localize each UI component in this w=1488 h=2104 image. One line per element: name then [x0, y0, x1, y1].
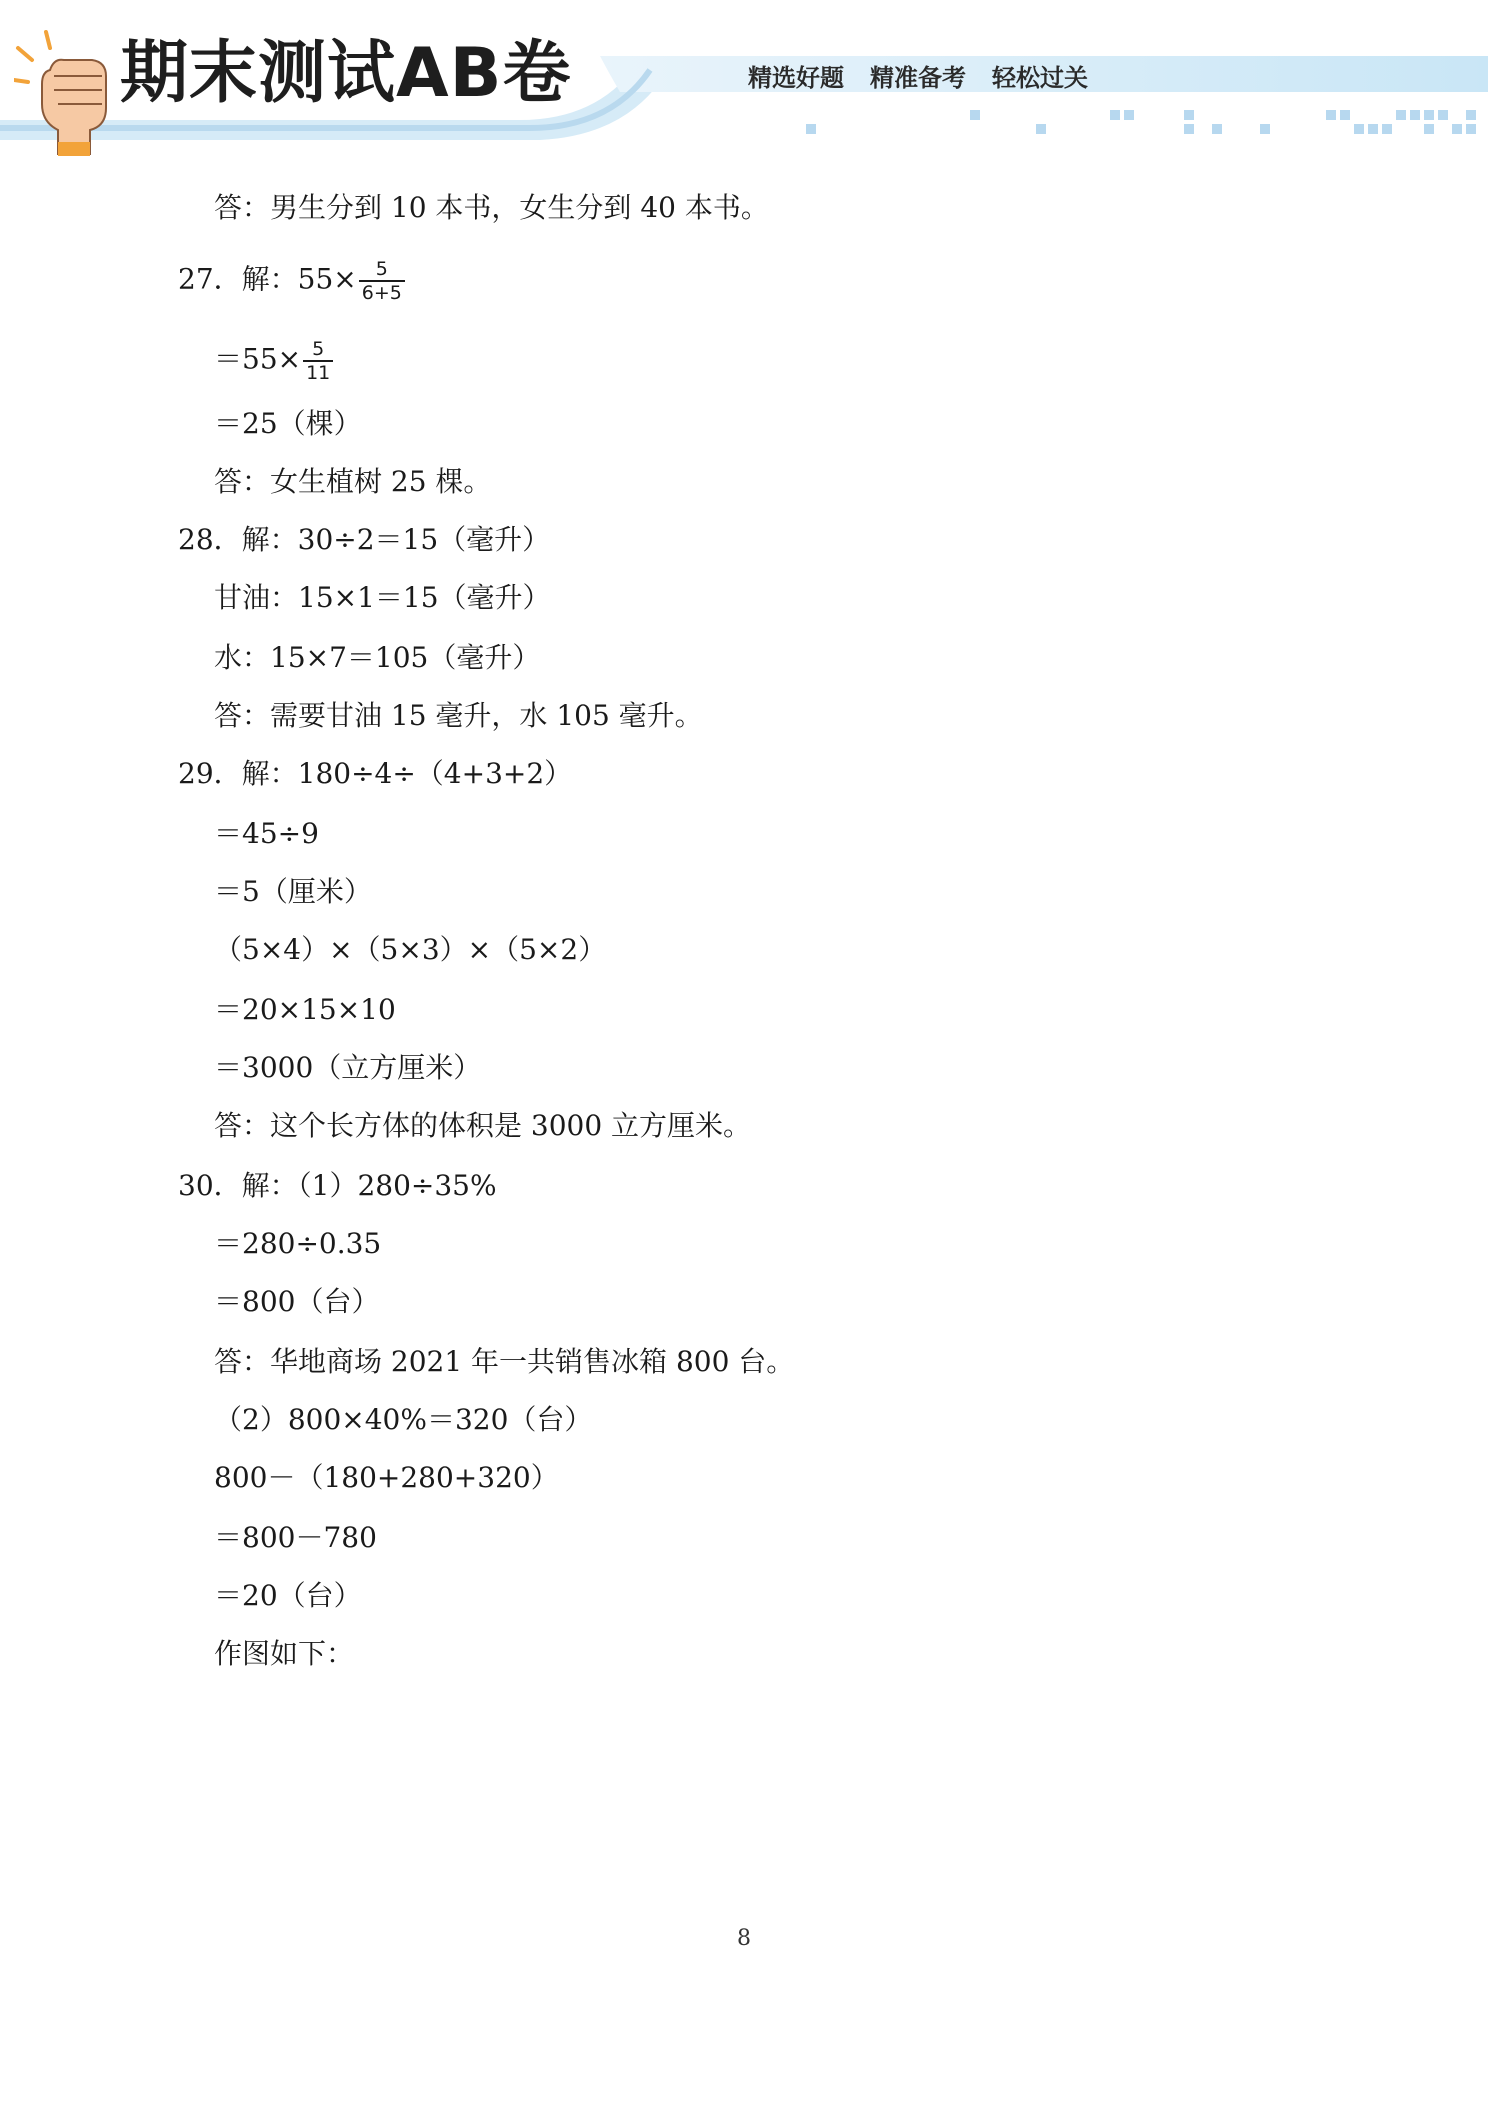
- problem-30-step-1: 30．解：（1）280÷35%: [178, 1169, 497, 1202]
- fraction: [359, 258, 405, 304]
- fraction-numerator: 5: [359, 258, 405, 282]
- raised-fist-icon: [14, 30, 124, 160]
- drawing-note: 作图如下：: [214, 1637, 355, 1670]
- problem-30-answer: 答：华地商场 2021 年一共销售冰箱 800 台。: [214, 1345, 795, 1378]
- problem-30-part-2-step-1: （2）800×40%＝320（台）: [214, 1403, 593, 1436]
- fraction: [303, 338, 333, 384]
- problem-30-step-3: ＝800（台）: [214, 1285, 380, 1318]
- fraction-numerator: 5: [303, 338, 333, 362]
- expression-text: 27．解：55×: [178, 262, 357, 296]
- fraction-denominator: 6+5: [361, 282, 402, 304]
- problem-29-step-3: ＝5（厘米）: [214, 875, 372, 908]
- header-title: 期末测试AB卷: [120, 34, 572, 113]
- problem-29-answer: 答：这个长方体的体积是 3000 立方厘米。: [214, 1109, 752, 1142]
- problem-27-step-3: ＝25（棵）: [214, 407, 362, 440]
- expression-text: ＝55×: [214, 342, 302, 376]
- problem-29-step-4: （5×4）×（5×3）×（5×2）: [214, 933, 607, 966]
- problem-30-part-2-step-4: ＝20（台）: [214, 1579, 362, 1612]
- problem-27-answer: 答：女生植树 25 棵。: [214, 465, 492, 498]
- page-header: [0, 0, 1488, 160]
- answer-line: 答：男生分到 10 本书，女生分到 40 本书。: [214, 191, 769, 224]
- problem-28-step-2: 甘油：15×1＝15（毫升）: [214, 581, 551, 614]
- header-slogans: [748, 58, 1088, 93]
- problem-28-step-1: 28．解：30÷2＝15（毫升）: [178, 523, 551, 556]
- problem-30-step-2: ＝280÷0.35: [214, 1227, 382, 1260]
- problem-30-part-2-step-2: 800－（180+280+320）: [214, 1461, 559, 1494]
- slogan-3: 轻松过关: [992, 64, 1088, 92]
- slogan-2: 精准备考: [870, 64, 966, 92]
- problem-29-step-1: 29．解：180÷4÷（4+3+2）: [178, 757, 573, 790]
- problem-27-step-2: [214, 338, 333, 384]
- problem-30-part-2-step-3: ＝800－780: [214, 1521, 377, 1554]
- problem-27-step-1: [178, 258, 405, 304]
- problem-29-step-6: ＝3000（立方厘米）: [214, 1051, 482, 1084]
- fraction-denominator: 11: [306, 362, 331, 384]
- problem-28-step-3: 水：15×7＝105（毫升）: [214, 641, 541, 674]
- problem-29-step-2: ＝45÷9: [214, 817, 319, 850]
- problem-28-answer: 答：需要甘油 15 毫升，水 105 毫升。: [214, 699, 703, 732]
- problem-29-step-5: ＝20×15×10: [214, 993, 396, 1026]
- page-number: 8: [737, 1926, 751, 1951]
- slogan-1: 精选好题: [748, 64, 844, 92]
